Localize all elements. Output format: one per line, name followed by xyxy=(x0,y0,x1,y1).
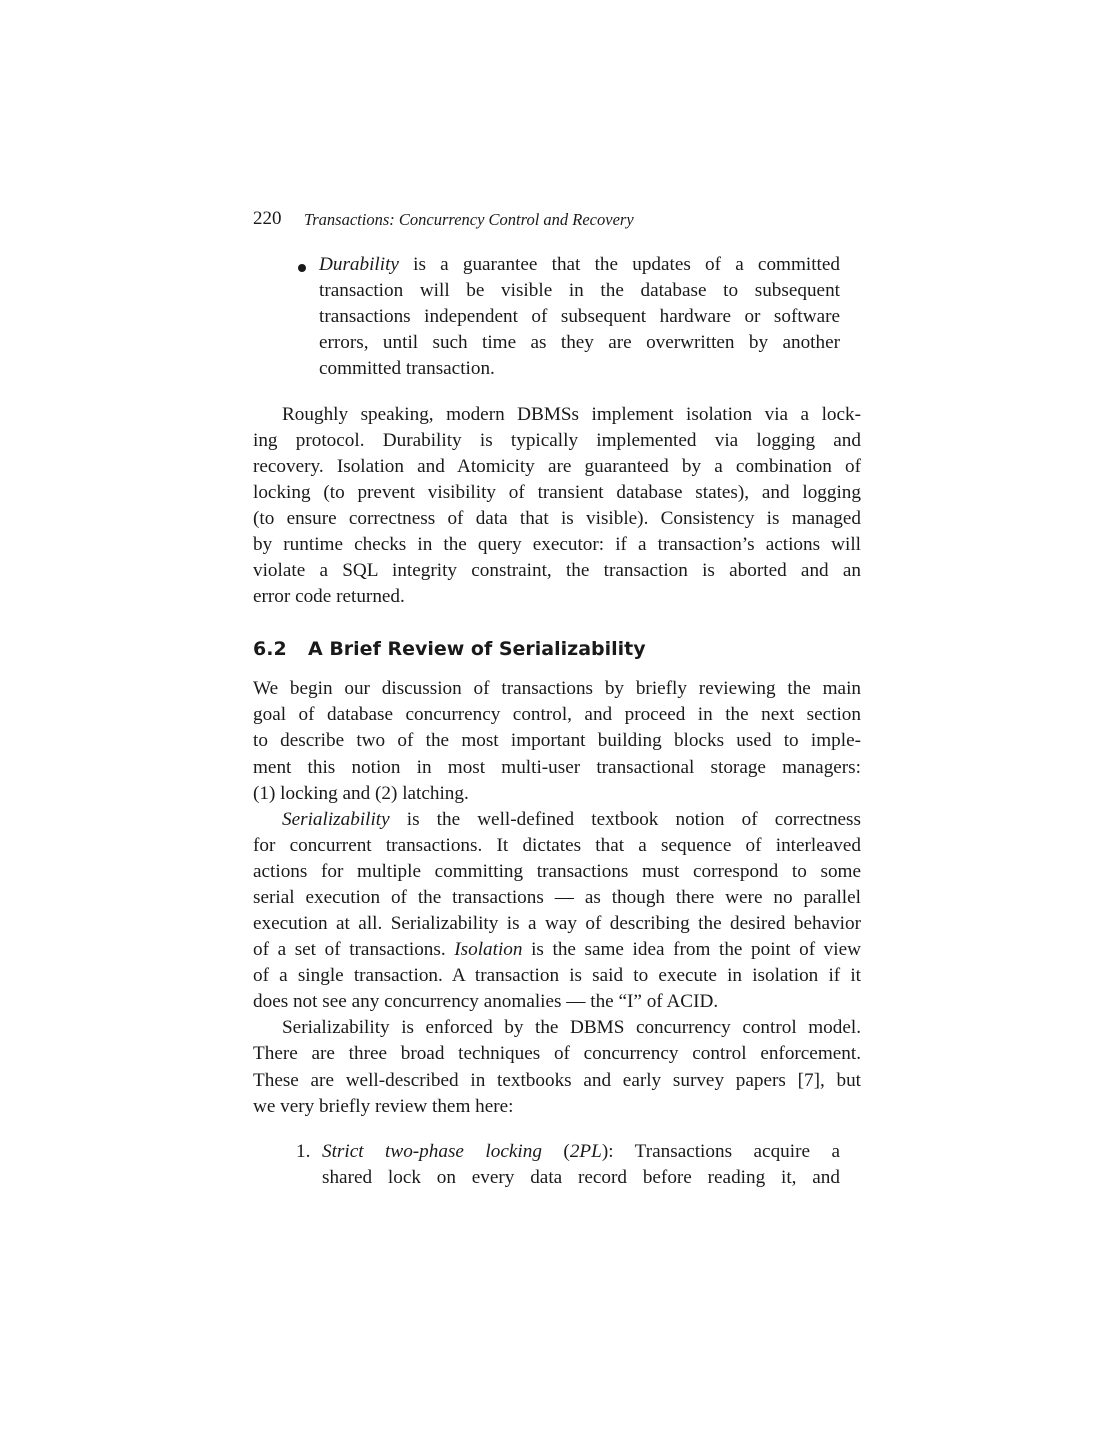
running-title: Transactions: Concurrency Control and Recovery xyxy=(304,210,634,229)
paragraph-line: to describe two of the most important building blocks used to imple- xyxy=(253,730,861,751)
paragraph-line: Roughly speaking, modern DBMSs implement isolation via a lock- xyxy=(282,404,861,425)
paragraph-line: by runtime checks in the query executor: if a transaction’s actions will xyxy=(253,534,861,555)
paragraph-line: violate a SQL integrity constraint, the transaction is aborted and an xyxy=(253,560,861,581)
paragraph-line: ment this notion in most multi-user transactional storage managers: xyxy=(253,757,861,778)
paragraph-line: (to ensure correctness of data that is visible). Consistency is managed xyxy=(253,508,861,529)
section-heading xyxy=(253,636,646,662)
term-serializability: Serializability xyxy=(282,809,390,830)
paragraph-line: for concurrent transactions. It dictates that a sequence of interleaved xyxy=(253,835,861,856)
term-durability: Durability xyxy=(319,254,399,275)
paragraph-line: There are three broad techniques of concurrency control enforcement. xyxy=(253,1043,861,1064)
paragraph-line: error code returned. xyxy=(253,586,405,607)
term-strict-2pl: Strict two-phase locking xyxy=(322,1141,542,1162)
paragraph-line: of a set of transactions. Isolation is the same idea from the point of view xyxy=(253,939,861,960)
bullet-line: errors, until such time as they are overwritten by another xyxy=(319,332,840,353)
list-item-number: 1. xyxy=(296,1141,311,1162)
paragraph-line: actions for multiple committing transactions must correspond to some xyxy=(253,861,861,882)
bullet-line: transaction will be visible in the database to subsequent xyxy=(319,280,840,301)
paragraph-line: Serializability is the well-defined textbook notion of correctness xyxy=(282,809,861,830)
paragraph-line: of a single transaction. A transaction is said to execute in isolation if it xyxy=(253,965,861,986)
paragraph-line: We begin our discussion of transactions by briefly reviewing the main xyxy=(253,678,861,699)
paragraph-line: Serializability is enforced by the DBMS concurrency control model. xyxy=(282,1017,861,1038)
term-2pl-abbr: 2PL xyxy=(569,1141,602,1162)
term-isolation: Isolation xyxy=(454,939,523,960)
paragraph-line: goal of database concurrency control, and proceed in the next section xyxy=(253,704,861,725)
paragraph-line: we very briefly review them here: xyxy=(253,1096,514,1117)
section-title: A Brief Review of Serializability xyxy=(308,638,646,660)
paragraph-line: locking (to prevent visibility of transient database states), and logging xyxy=(253,482,861,503)
paragraph-line: These are well-described in textbooks and early survey papers [7], but xyxy=(253,1070,861,1091)
paragraph-line: execution at all. Serializability is a way of describing the desired behavior xyxy=(253,913,861,934)
page-number: 220 xyxy=(253,208,282,229)
bullet-line: Durability is a guarantee that the updates of a committed xyxy=(319,254,840,275)
paragraph-line: recovery. Isolation and Atomicity are guaranteed by a combination of xyxy=(253,456,861,477)
bullet-line: committed transaction. xyxy=(319,358,495,379)
paragraph-line: ing protocol. Durability is typically implemented via logging and xyxy=(253,430,861,451)
list-item-line: shared lock on every data record before reading it, and xyxy=(322,1167,840,1188)
section-number: 6.2 xyxy=(253,638,287,660)
list-item-line: Strict two-phase locking (2PL): Transactions acquire a xyxy=(322,1141,840,1162)
paragraph-line: serial execution of the transactions — as though there were no parallel xyxy=(253,887,861,908)
paragraph-line: (1) locking and (2) latching. xyxy=(253,783,469,804)
bullet-line: transactions independent of subsequent hardware or software xyxy=(319,306,840,327)
bullet-icon xyxy=(298,264,306,272)
paragraph-line: does not see any concurrency anomalies — the “I” of ACID. xyxy=(253,991,719,1012)
